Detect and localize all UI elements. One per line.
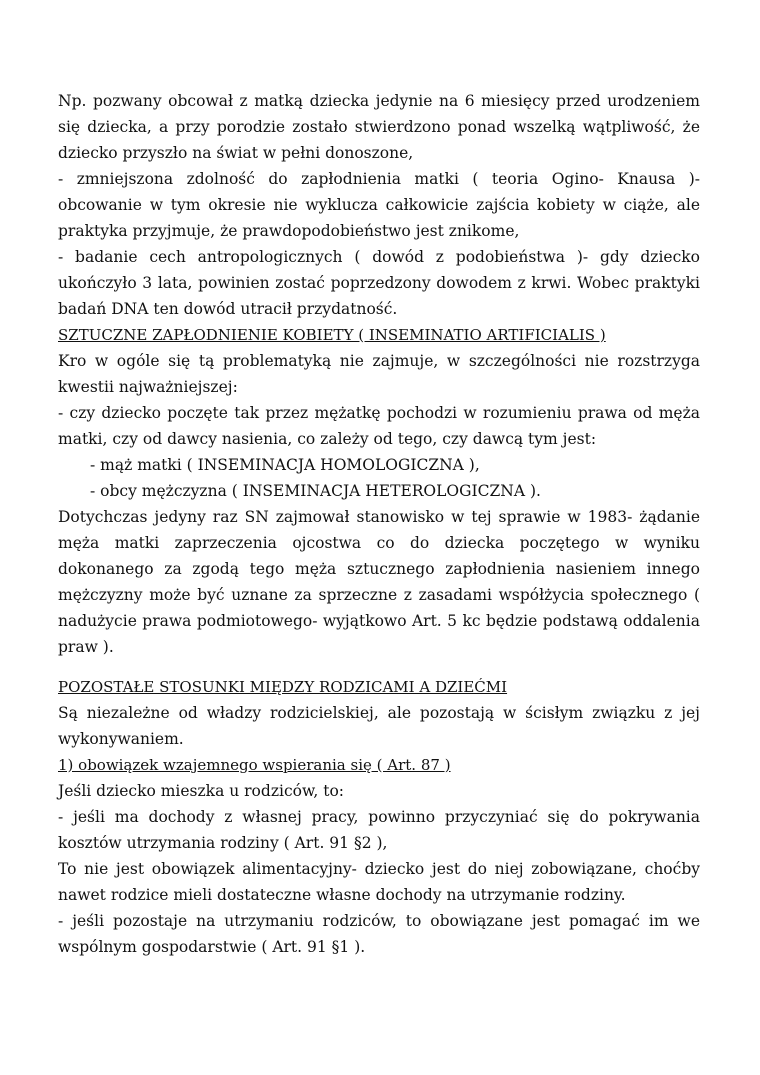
paragraph-kro: Kro w ogóle się tą problematyką nie zajmuje, w szczególności nie rozstrzyga kwestii najważniejszej:	[58, 352, 700, 396]
list-item-homologous: - mąż matki ( INSEMINACJA HOMOLOGICZNA ),	[90, 456, 480, 474]
heading-mutual-support: 1) obowiązek wzajemnego wspierania się ( Art. 87 )	[58, 756, 451, 774]
heading-artificial-insemination: SZTUCZNE ZAPŁODNIENIE KOBIETY ( INSEMINATIO ARTIFICIALIS )	[58, 326, 606, 344]
paragraph-sn-ruling: Dotychczas jedyny raz SN zajmował stanowisko w tej sprawie w 1983- żądanie męża matki zaprzeczenia ojcostwa co do dziecka poczętego w wyniku dokonanego za zgodą tego męża sztucznego zapłodnienia nasieniem innego mężczyzny może być uznane za sprzeczne z zasadami współżycia społecznego ( nadużycie prawa podmiotowego- wyjątkowo Art. 5 kc będzie podstawą oddalenia praw ).	[58, 508, 700, 656]
paragraph-independence: Są niezależne od władzy rodzicielskiej, ale pozostają w ścisłym związku z jej wykonywaniem.	[58, 704, 700, 748]
list-item-heterologous: - obcy mężczyzna ( INSEMINACJA HETEROLOGICZNA ).	[90, 482, 541, 500]
paragraph-own-income: - jeśli ma dochody z własnej pracy, powinno przyczyniać się do pokrywania kosztów utrzymania rodziny ( Art. 91 §2 ),	[58, 808, 700, 852]
paragraph-household-help: - jeśli pozostaje na utrzymaniu rodziców, to obowiązane jest pomagać im we wspólnym gospodarstwie ( Art. 91 §1 ).	[58, 912, 700, 956]
paragraph-fertility: - zmniejszona zdolność do zapłodnienia matki ( teoria Ogino- Knausa )- obcowanie w tym okresie nie wyklucza całkowicie zajścia kobiety w ciąże, ale praktyka przyjmuje, że prawdopodobieństwo jest znikome,	[58, 170, 700, 240]
heading-other-relations: POZOSTAŁE STOSUNKI MIĘDZY RODZICAMI A DZIEĆMI	[58, 678, 508, 696]
paragraph-example: Np. pozwany obcował z matką dziecka jedynie na 6 miesięcy przed urodzeniem się dziecka, a przy porodzie zostało stwierdzono ponad wszelką wątpliwość, że dziecko przyszło na świat w pełni donoszone,	[58, 92, 700, 162]
spacer	[58, 660, 700, 674]
paragraph-living-with-parents: Jeśli dziecko mieszka u rodziców, to:	[58, 782, 345, 800]
paragraph-question: - czy dziecko poczęte tak przez mężatkę pochodzi w rozumieniu prawa od męża matki, czy od dawcy nasienia, co zależy od tego, czy dawcą tym jest:	[58, 404, 700, 448]
paragraph-anthropology: - badanie cech antropologicznych ( dowód z podobieństwa )- gdy dziecko ukończyło 3 lata, powinien zostać poprzedzony dowodem z krwi. Wobec praktyki badań DNA ten dowód utracił przydatność.	[58, 248, 700, 318]
paragraph-not-alimony: To nie jest obowiązek alimentacyjny- dziecko jest do niej zobowiązane, choćby nawet rodzice mieli dostateczne własne dochody na utrzymanie rodziny.	[58, 860, 700, 904]
